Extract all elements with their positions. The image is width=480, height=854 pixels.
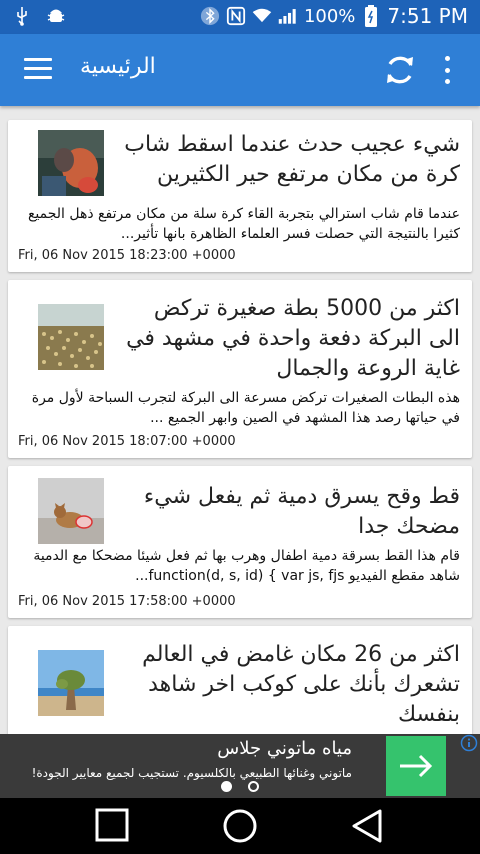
article-card[interactable]	[8, 466, 472, 618]
refresh-icon[interactable]	[382, 52, 418, 88]
wifi-icon	[252, 6, 272, 26]
nfc-icon	[226, 6, 246, 26]
article-description: قام هذا القط بسرقة دمية اطفال وهرب بها ثم فعل شيئا مضحكا مع الدمية شاهد مقطع الفيديو function(d, s, id) { var js, fjs...	[33, 548, 460, 584]
article-date: Fri, 06 Nov 2015 18:23:00 +0000	[18, 248, 236, 263]
article-date: Fri, 06 Nov 2015 17:58:00 +0000	[18, 594, 236, 609]
child-photo	[38, 130, 104, 196]
app-bar	[0, 34, 480, 106]
ad-title[interactable]: مياه ماتوني جلاس	[217, 738, 352, 759]
back-icon[interactable]	[348, 808, 388, 844]
info-icon[interactable]	[460, 734, 478, 752]
more-vert-icon[interactable]	[440, 56, 454, 84]
article-description: هذه البطات الصغيرات تركض مسرعة الى البركة لتجرب السباحة لأول مرة في حياتها رصد هذا المشهد في الصين وابهر الجميع ...	[31, 390, 460, 426]
page-indicator	[0, 776, 480, 796]
ad-subtitle[interactable]: ماتوني وغنائها الطبيعي بالكلسيوم. تستجيب لجميع معايير الجودة!	[31, 766, 352, 780]
page-dot[interactable]	[248, 781, 259, 792]
menu-icon[interactable]	[24, 58, 52, 80]
article-description: عندما قام شاب استرالي بتجربة القاء كرة سلة من مكان مرتفع ذهل الجميع كثيرا بالنتيجة التي حصلت فسر العلماء الظاهرة بانها تأثير...	[27, 206, 460, 242]
cat-photo	[38, 478, 104, 544]
page-dot-active[interactable]	[221, 781, 232, 792]
system-nav-bar	[0, 798, 480, 854]
page-title: الرئيسية	[80, 54, 156, 79]
article-title[interactable]: قط وقح يسرق دمية ثم يفعل شيء مضحك جدا	[143, 484, 460, 539]
recents-icon[interactable]	[92, 808, 132, 844]
article-card[interactable]	[8, 280, 472, 458]
bluetooth-icon	[200, 6, 220, 26]
ducklings-photo	[38, 304, 104, 370]
home-icon[interactable]	[220, 808, 260, 844]
article-card[interactable]	[8, 120, 472, 272]
signal-icon	[278, 6, 298, 26]
article-card[interactable]	[8, 626, 472, 734]
battery-icon	[361, 6, 381, 26]
status-bar	[0, 0, 480, 34]
android-debug-icon	[46, 6, 66, 26]
usb-icon	[12, 6, 32, 26]
article-title[interactable]: اكثر من 26 مكان غامض في العالم تشعرك بأنك على كوكب اخر شاهد بنفسك	[142, 642, 460, 727]
article-title[interactable]: شيء عجيب حدث عندما اسقط شاب كرة من مكان مرتفع حير الكثيرين	[124, 132, 460, 187]
news-feed[interactable]	[0, 106, 480, 734]
clock: 7:51 PM	[387, 4, 468, 28]
battery-percent: 100%	[303, 5, 356, 27]
article-title[interactable]: اكثر من 5000 بطة صغيرة تركض الى البركة دفعة واحدة في مشهد في غاية الروعة والجمال	[126, 296, 460, 381]
article-date: Fri, 06 Nov 2015 18:07:00 +0000	[18, 434, 236, 449]
tree-photo	[38, 650, 104, 716]
